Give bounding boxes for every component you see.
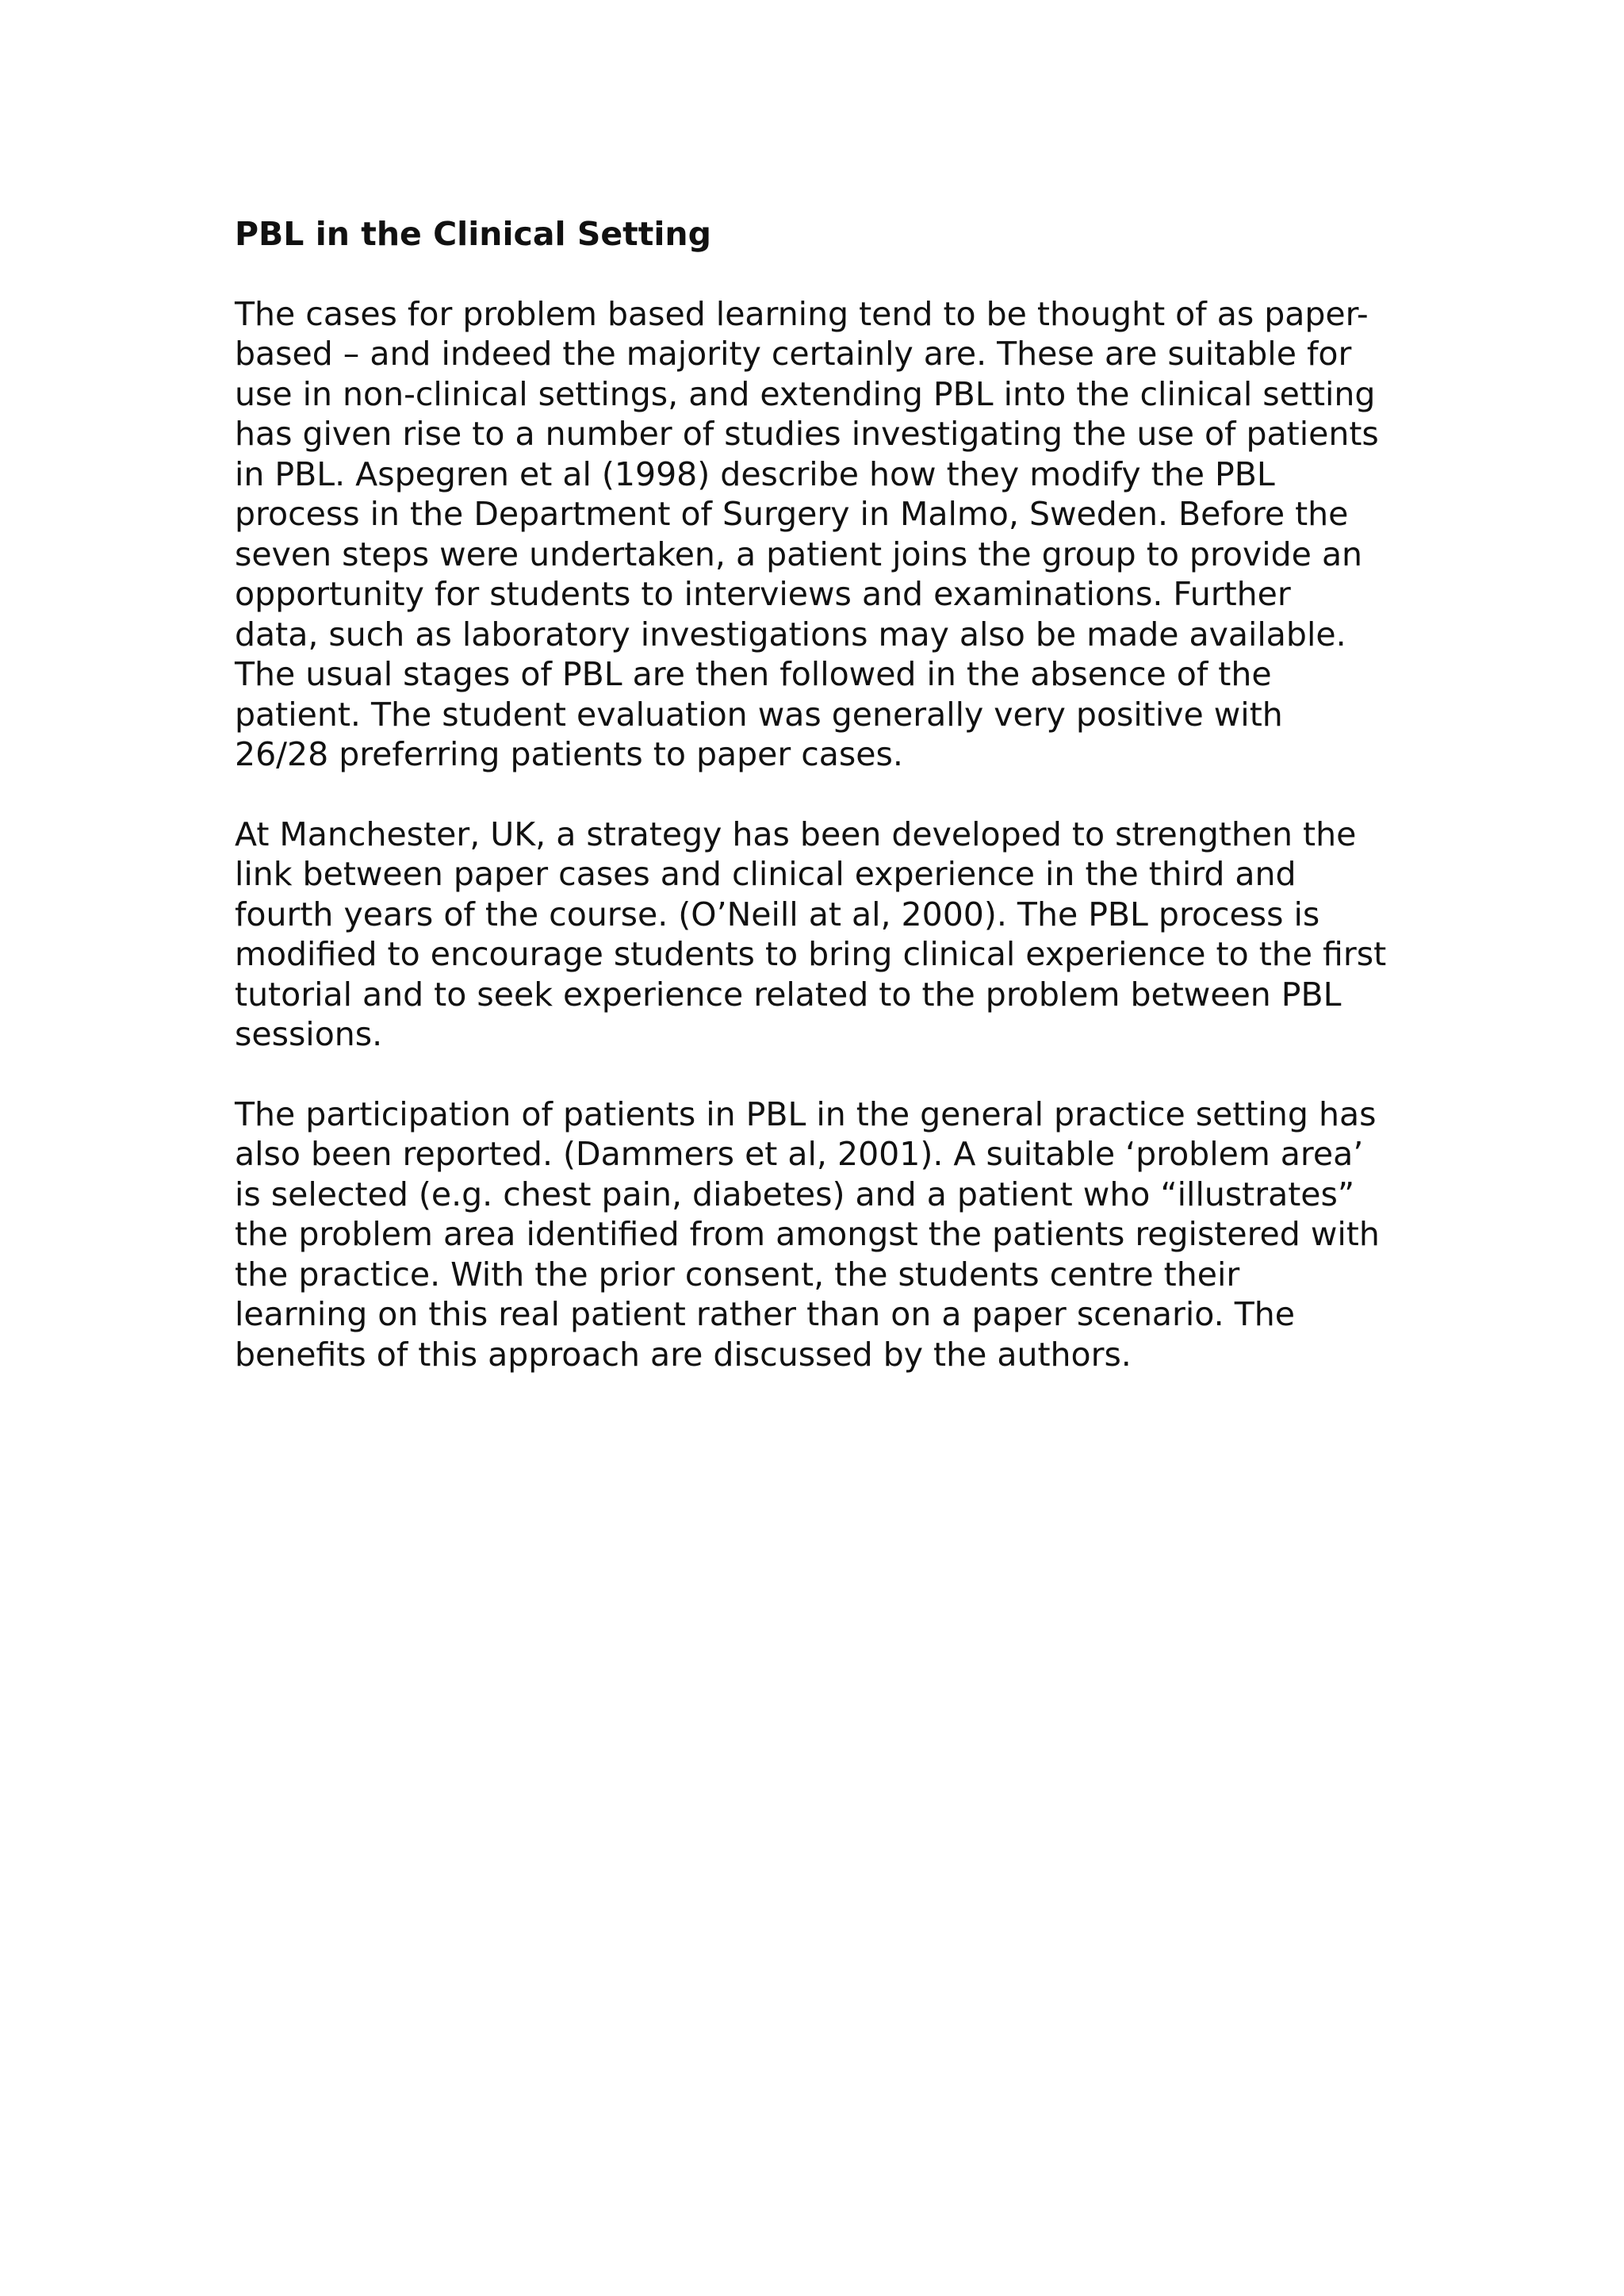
paragraph-line: the practice. With the prior consent, the students centre their xyxy=(235,1255,1240,1294)
paragraph-line: data, such as laboratory investigations may also be made available. xyxy=(235,615,1346,654)
paragraph-line: link between paper cases and clinical experience in the third and xyxy=(235,855,1297,893)
paragraph-1 xyxy=(235,294,1416,775)
paragraph-line: 26/28 preferring patients to paper cases. xyxy=(235,735,903,773)
paragraph-line: in PBL. Aspegren et al (1998) describe how they modify the PBL xyxy=(235,454,1275,493)
paragraph-line: based – and indeed the majority certainly are. These are suitable for xyxy=(235,335,1352,373)
paragraph-line: has given rise to a number of studies investigating the use of patients xyxy=(235,415,1379,453)
paragraph-line: The cases for problem based learning tend to be thought of as paper- xyxy=(235,294,1369,333)
paragraph-2 xyxy=(235,815,1416,1055)
paragraph-line: The participation of patients in PBL in the general practice setting has xyxy=(235,1094,1377,1133)
paragraph-line: the problem area identified from amongst the patients registered with xyxy=(235,1215,1380,1253)
paragraph-line: also been reported. (Dammers et al, 2001). A suitable ‘problem area’ xyxy=(235,1135,1364,1173)
paragraph-line: The usual stages of PBL are then followed in the absence of the xyxy=(235,655,1272,693)
paragraph-line: process in the Department of Surgery in Malmo, Sweden. Before the xyxy=(235,495,1349,533)
paragraph-line: modified to encourage students to bring clinical experience to the first xyxy=(235,935,1387,973)
paragraph-line: fourth years of the course. (O’Neill at al, 2000). The PBL process is xyxy=(235,895,1320,933)
document-content xyxy=(235,214,1416,1414)
paragraph-line: learning on this real patient rather than on a paper scenario. The xyxy=(235,1295,1295,1333)
paragraph-line: is selected (e.g. chest pain, diabetes) and a patient who “illustrates” xyxy=(235,1175,1355,1213)
paragraph-line: seven steps were undertaken, a patient joins the group to provide an xyxy=(235,535,1363,573)
paragraph-line: benefits of this approach are discussed by the authors. xyxy=(235,1335,1132,1374)
paragraph-line: sessions. xyxy=(235,1015,383,1053)
paragraph-line: tutorial and to seek experience related to the problem between PBL xyxy=(235,975,1342,1014)
paragraph-line: patient. The student evaluation was generally very positive with xyxy=(235,695,1283,734)
paragraph-3 xyxy=(235,1094,1416,1375)
document-title: PBL in the Clinical Setting xyxy=(235,215,711,253)
paragraph-line: use in non-clinical settings, and extending PBL into the clinical setting xyxy=(235,374,1376,413)
paragraph-line: At Manchester, UK, a strategy has been developed to strengthen the xyxy=(235,815,1357,853)
paragraph-line: opportunity for students to interviews and examinations. Further xyxy=(235,575,1291,613)
